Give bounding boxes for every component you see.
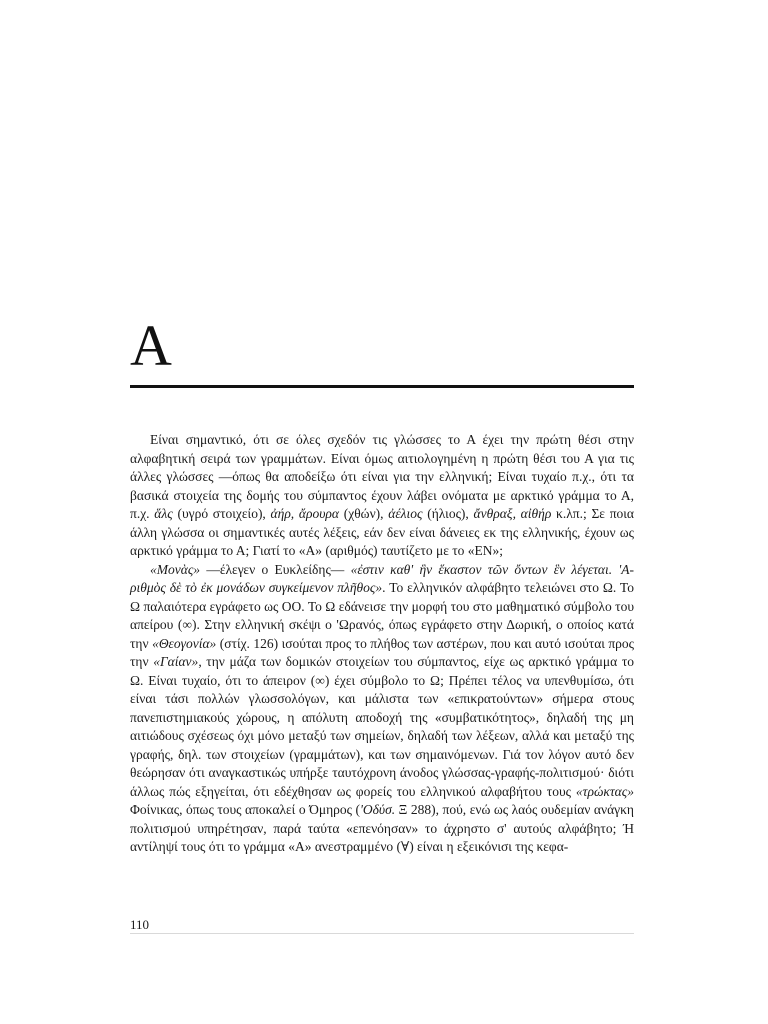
italic-text: ἀέλιος (388, 506, 423, 521)
chapter-letter: Α (130, 313, 172, 378)
paragraph (130, 561, 634, 857)
italic-text: «Γαίαν» (153, 654, 199, 669)
italic-text: «Μονὰς» (150, 561, 201, 577)
footer-divider (130, 933, 634, 934)
italic-text: ἄνθραξ, αἰθήρ (473, 506, 552, 521)
text-run: (υγρό στοιχείο), (172, 506, 271, 521)
italic-text: «ἐστιν καθ' ἣν ἕκαστον τῶν ὄντων ἓν λέγεται. 'Α-ριθμὸς δὲ τὸ ἐκ μονάδων συγκείμενον πλῆθος» (130, 561, 634, 595)
italic-text: 'Οδύσ. (360, 802, 396, 817)
text-run: κ.λπ.; Σε ποια άλλη γλώσσα οι σημαντικές αυτές λέξεις, εάν δεν είναι δάνειες εκ της ελληνικής, έχουν ως αρκτικό γράμμα το Α; Γιατί το «Α» (αριθμός) ταυτίζετο με το «ΕΝ»; (130, 506, 634, 558)
text-run: —έλεγεν ο Ευκλείδης— (200, 561, 351, 577)
text-run: , την μάζα των δομικών στοιχείων του σύμπαντος, είχε ως αρκτικό γράμμα το Ω. Είναι τυχαίο, ότι το άπειρον (∞) έχει σύμβολο το Ω; Πρέπει τέλος να υπενθυμίσω, ότι είναι τάσι πολλών γλωσσολόγων, και μάλιστα των «επικρατούντων» σήμερα στους πανεπιστημιακούς χώρους, η απόλυτη αποδοχή της «συμβατικότητος», δηλαδή της μη αιτιώδους σχέσεως όχι μόνο μεταξύ των σημείων, δηλαδή των λέξεων, αλλά και μεταξύ της γραφής, δηλ. των στοιχείων (γραμμάτων), και των σημαινόμενων. Γιά τον λόγον αυτό δεν θεώρησαν ότι αναγκαστικώς υπήρξε ταυτόχρονη άνοδος γλώσσας-γραφής-πολιτισμού· διότι άλλως πώς εξηγείται, ότι εδέχθησαν ως φορείς του ελληνικού αλφαβήτου τους (130, 654, 635, 799)
text-run: (χθών), (339, 506, 389, 521)
text-run: Είναι σημαντικό, ότι σε όλες σχεδόν τις γλώσσες το Α έχει την πρώτη θέσι στην αλφαβητική σειρά των γραμμάτων. Είναι όμως αιτιολογημένη η πρώτη θέσι του Α για τις άλλες γλώσσες —όπως θα αποδείξω ότι είναι για την ελληνική; Είναι τυχαίο π.χ., ότι τα βασικά στοιχεία της δομής του σύμπαντος έχουν λάβει ονόματα με αρκτικό γράμμα το Α, π.χ. (130, 432, 634, 521)
italic-text: «τρώκτας» (575, 783, 634, 799)
text-run: Ξ 288), πού, ενώ ως λαός ουδεμίαν ανάγκη πολιτισμού υπηρέτησαν, παρά ταύτα «επενόησαν» το άχρηστο σ' αυτούς αλφάβητο; Ή αντίληψί τους ότι το γράμμα «Α» ανεστραμμένο (∀) είναι η εξεικόνισι της κεφα- (130, 802, 634, 854)
italic-text: ἀήρ, ἄρουρα (270, 506, 339, 521)
paragraph (130, 431, 634, 561)
page-number: 110 (130, 917, 150, 932)
text-run: (ήλιος), (422, 506, 474, 521)
italic-text: «Θεογονία» (152, 635, 217, 651)
italic-text: ἅλς (154, 506, 173, 521)
text-run: (στίχ. 126) ισούται προς το πλήθος των αστέρων, που και αυτό ισούται προς την (130, 635, 635, 669)
body-text (130, 431, 634, 857)
chapter-divider (130, 385, 634, 388)
text-run: Φοίνικας, όπως τους αποκαλεί ο Όμηρος ( (130, 802, 360, 817)
text-run: . Το ελληνικόν αλφάβητο τελειώνει στο Ω. Το Ω παλαιότερα εγράφετο ως ΟΟ. Το Ω εδάνεισε την μορφή του στο μαθηματικό σύμβολο του απείρου (∞). Στην ελληνική σκέψι ο 'Ωρανός, όπως εγράφετο στην Δωρική, ο οποίος κατά την (130, 580, 634, 651)
